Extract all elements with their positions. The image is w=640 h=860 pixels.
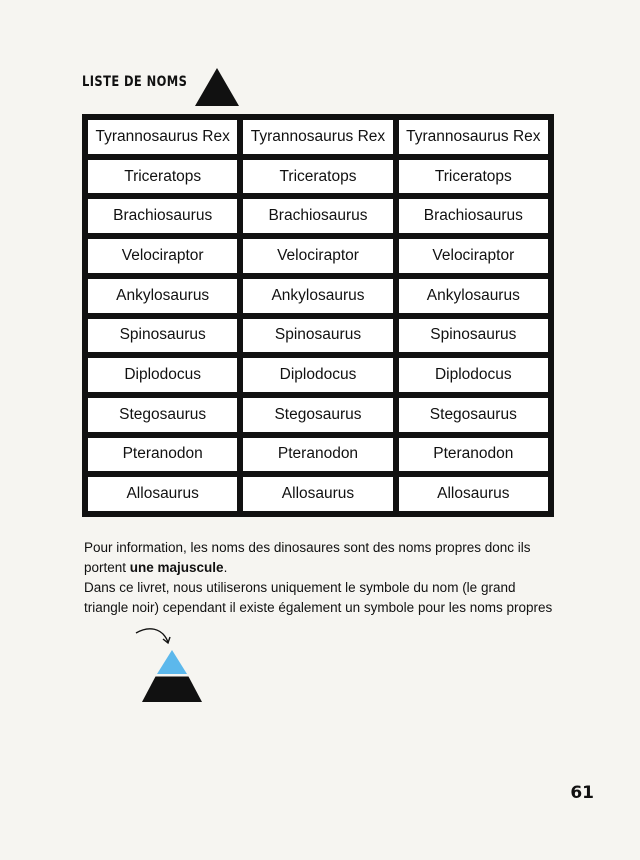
- dinosaur-name: Triceratops: [88, 160, 237, 194]
- name-cell: [85, 236, 240, 276]
- name-cell: [396, 236, 551, 276]
- noun-triangle-icon: [195, 68, 239, 106]
- dinosaur-name: Triceratops: [399, 160, 548, 194]
- name-cell: [240, 117, 395, 157]
- proper-noun-triangle-icon: [142, 650, 202, 704]
- info-paragraph: [84, 538, 554, 618]
- dinosaur-name: Pteranodon: [88, 438, 237, 472]
- name-cell: [85, 276, 240, 316]
- dinosaur-name: Brachiosaurus: [399, 199, 548, 233]
- dinosaur-name: Diplodocus: [243, 358, 392, 392]
- page-title: LISTE DE NOMS: [82, 74, 188, 90]
- dinosaur-name: Velociraptor: [399, 239, 548, 273]
- dinosaur-name: Stegosaurus: [88, 398, 237, 432]
- name-cell: [85, 355, 240, 395]
- info-line-2: Dans ce livret, nous utiliserons uniquement le symbole du nom (le grand triangle noir) cependant il existe également un symbole pour les noms propres: [84, 580, 553, 615]
- page-number: 61: [570, 783, 594, 803]
- name-cell: [396, 435, 551, 475]
- dinosaur-name: Allosaurus: [399, 477, 548, 511]
- name-cell: [396, 117, 551, 157]
- dinosaur-name: Ankylosaurus: [243, 279, 392, 313]
- name-cell: [240, 196, 395, 236]
- name-cell: [85, 316, 240, 356]
- dinosaur-name: Spinosaurus: [399, 319, 548, 353]
- name-cell: [240, 157, 395, 197]
- dinosaur-name: Spinosaurus: [88, 319, 237, 353]
- name-cell: [396, 355, 551, 395]
- name-cell: [240, 435, 395, 475]
- name-cell: [240, 236, 395, 276]
- name-cell: [85, 474, 240, 514]
- name-cell: [396, 316, 551, 356]
- info-line-1: [84, 538, 554, 578]
- dinosaur-name: Stegosaurus: [243, 398, 392, 432]
- dinosaur-name: Brachiosaurus: [243, 199, 392, 233]
- dinosaur-name: Allosaurus: [243, 477, 392, 511]
- dinosaur-name: Ankylosaurus: [399, 279, 548, 313]
- dinosaur-name: Velociraptor: [243, 239, 392, 273]
- name-cell: [396, 474, 551, 514]
- dinosaur-name: Pteranodon: [399, 438, 548, 472]
- name-cell: [85, 395, 240, 435]
- page-header: [80, 62, 280, 112]
- name-cell: [240, 474, 395, 514]
- dinosaur-name: Brachiosaurus: [88, 199, 237, 233]
- dinosaur-name: Stegosaurus: [399, 398, 548, 432]
- curved-arrow-icon: [134, 626, 174, 650]
- name-cell: [396, 196, 551, 236]
- dinosaur-name: Tyrannosaurus Rex: [399, 120, 548, 154]
- dinosaur-name: Diplodocus: [88, 358, 237, 392]
- info-text-end: .: [223, 560, 228, 575]
- name-cell: [85, 435, 240, 475]
- name-cell: [396, 157, 551, 197]
- dinosaur-name: Tyrannosaurus Rex: [243, 120, 392, 154]
- info-text-part: Pour information, les noms des dinosaures sont des noms propres donc ils portent: [84, 540, 531, 575]
- dinosaur-name: Allosaurus: [88, 477, 237, 511]
- name-cell: [240, 395, 395, 435]
- name-cell: [396, 276, 551, 316]
- name-cell: [85, 157, 240, 197]
- dinosaur-name: Pteranodon: [243, 438, 392, 472]
- info-emphasis: une majuscule: [129, 560, 224, 575]
- dinosaur-name: Triceratops: [243, 160, 392, 194]
- dinosaur-name: Ankylosaurus: [88, 279, 237, 313]
- name-cell: [240, 355, 395, 395]
- name-cell: [85, 196, 240, 236]
- name-cell: [396, 395, 551, 435]
- dinosaur-name: Velociraptor: [88, 239, 237, 273]
- names-table: [82, 114, 554, 517]
- dinosaur-name: Tyrannosaurus Rex: [88, 120, 237, 154]
- name-cell: [85, 117, 240, 157]
- dinosaur-name: Spinosaurus: [243, 319, 392, 353]
- name-cell: [240, 276, 395, 316]
- dinosaur-name: Diplodocus: [399, 358, 548, 392]
- name-cell: [240, 316, 395, 356]
